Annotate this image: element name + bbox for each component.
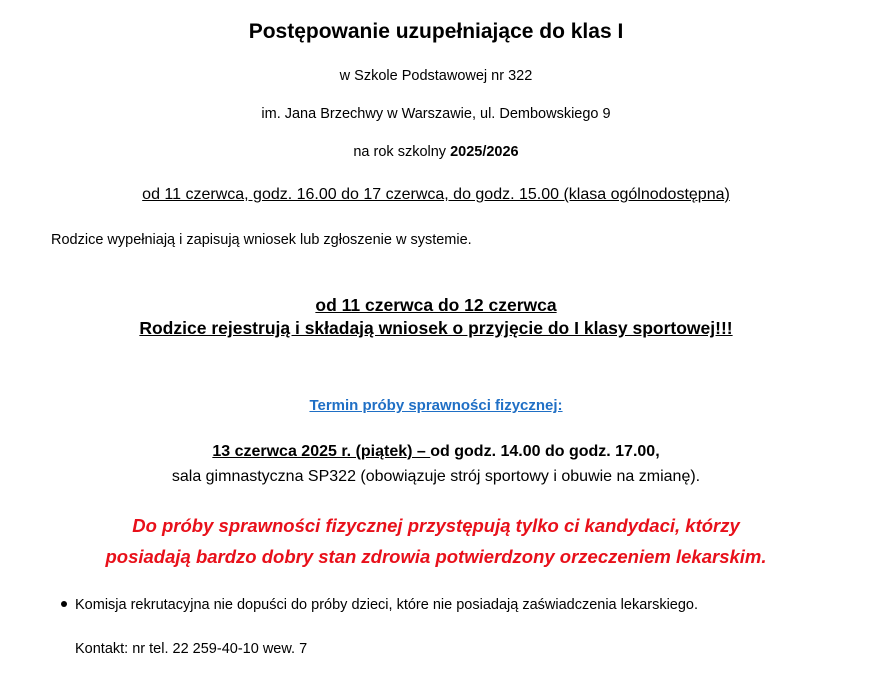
contact-info: Kontakt: nr tel. 22 259-40-10 wew. 7 [75, 641, 308, 657]
sport-class-dates: od 11 czerwca do 12 czerwca [315, 295, 557, 315]
medical-warning-line-1: Do próby sprawności fizycznej przystępują tylko ci kandydaci, którzy [132, 515, 740, 536]
bullet-list-item [61, 597, 698, 613]
school-address-line: im. Jana Brzechwy w Warszawie, ul. Dembowskiego 9 [261, 106, 611, 122]
fitness-test-venue: sala gimnastyczna SP322 (obowiązuje strój sportowy i obuwie na zmianę). [171, 468, 701, 485]
general-class-dates: od 11 czerwca, godz. 16.00 do 17 czerwca, do godz. 15.00 (klasa ogólnodostępna) [142, 186, 730, 203]
sport-class-note: Rodzice rejestrują i składają wniosek o przyjęcie do I klasy sportowej!!! [139, 318, 733, 338]
bullet-icon [61, 601, 67, 607]
page-title: Postępowanie uzupełniające do klas I [248, 20, 624, 43]
committee-note: Komisja rekrutacyjna nie dopuści do próby dzieci, które nie posiadają zaświadczenia lekarskiego. [75, 597, 699, 613]
school-year-line [0, 144, 872, 160]
school-year-value: 2025/2026 [450, 144, 519, 160]
fitness-test-date [0, 443, 872, 461]
medical-warning-line-2: posiadają bardzo dobry stan zdrowia potwierdzony orzeczeniem lekarskim. [105, 546, 767, 567]
school-year-prefix: na rok szkolny [353, 144, 451, 160]
parents-note: Rodzice wypełniają i zapisują wniosek lub zgłoszenie w systemie. [51, 232, 472, 248]
school-name-line: w Szkole Podstawowej nr 322 [339, 68, 533, 84]
fitness-test-date-hours: od godz. 14.00 do godz. 17.00, [430, 443, 660, 460]
fitness-test-date-day: 13 czerwca 2025 r. (piątek) – [212, 443, 431, 460]
fitness-test-heading: Termin próby sprawności fizycznej: [309, 397, 563, 414]
